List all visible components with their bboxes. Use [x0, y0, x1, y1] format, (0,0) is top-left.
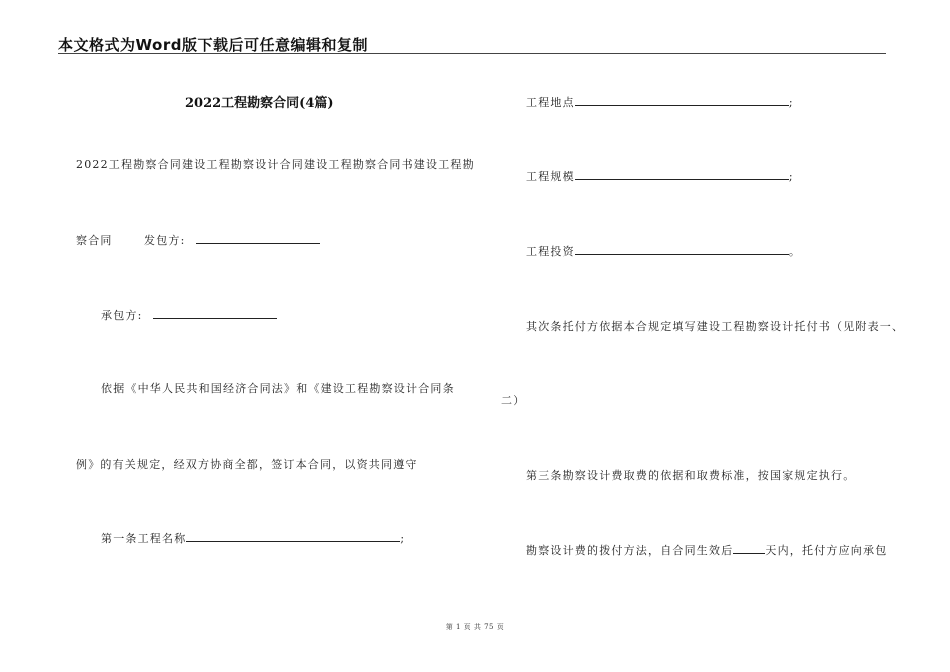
basis-line-2: 例》的有关规定，经双方协商全都，签订本合同，以资共同遵守 — [76, 458, 418, 471]
page-header-title: 本文格式为Word版下载后可任意编辑和复制 — [58, 36, 368, 54]
investment-blank — [575, 243, 789, 255]
article-1-line — [101, 530, 405, 546]
contractor-line — [101, 307, 277, 323]
scale-end: ; — [788, 170, 794, 183]
article-1-end: ; — [400, 532, 406, 545]
intro-line-1: 2022工程勘察合同建设工程勘察设计合同建设工程勘察合同书建设工程勘 — [76, 158, 475, 171]
employer-label: 发包方: — [144, 234, 186, 247]
payment-line — [526, 542, 887, 558]
employer-blank — [196, 232, 320, 244]
header-divider — [58, 53, 886, 54]
location-label: 工程地点 — [526, 96, 575, 109]
intro-line-2 — [76, 232, 320, 248]
scale-line — [526, 168, 794, 184]
article-3-line: 第三条勘察设计费取费的依据和取费标准，按国家规定执行。 — [526, 469, 856, 482]
page-number: 第 1 页 共 75 页 — [445, 623, 505, 631]
payment-text-b: 天内，托付方应向承包 — [765, 544, 888, 557]
contractor-label: 承包方: — [101, 309, 143, 322]
scale-blank — [575, 168, 789, 180]
payment-days-blank — [733, 542, 765, 554]
investment-end: 。 — [788, 245, 802, 258]
location-blank — [575, 94, 789, 106]
intro-line-2-text: 察合同 — [76, 234, 113, 247]
project-name-blank — [186, 530, 400, 542]
payment-text-a: 勘察设计费的拨付方法，自合同生效后 — [526, 544, 734, 557]
scale-label: 工程规模 — [526, 170, 575, 183]
location-end: ; — [788, 96, 794, 109]
article-2-line-1: 其次条托付方依据本合规定填写建设工程勘察设计托付书（见附表一、 — [526, 320, 905, 333]
document-title: 2022工程勘察合同(4篇) — [185, 96, 334, 111]
contractor-blank — [153, 307, 277, 319]
investment-line — [526, 243, 801, 259]
basis-line-1: 依据《中华人民共和国经济合同法》和《建设工程勘察设计合同条 — [101, 382, 455, 395]
article-2-line-2: 二） — [501, 394, 526, 407]
location-line — [526, 94, 794, 110]
article-1-label: 第一条工程名称 — [101, 532, 187, 545]
investment-label: 工程投资 — [526, 245, 575, 258]
